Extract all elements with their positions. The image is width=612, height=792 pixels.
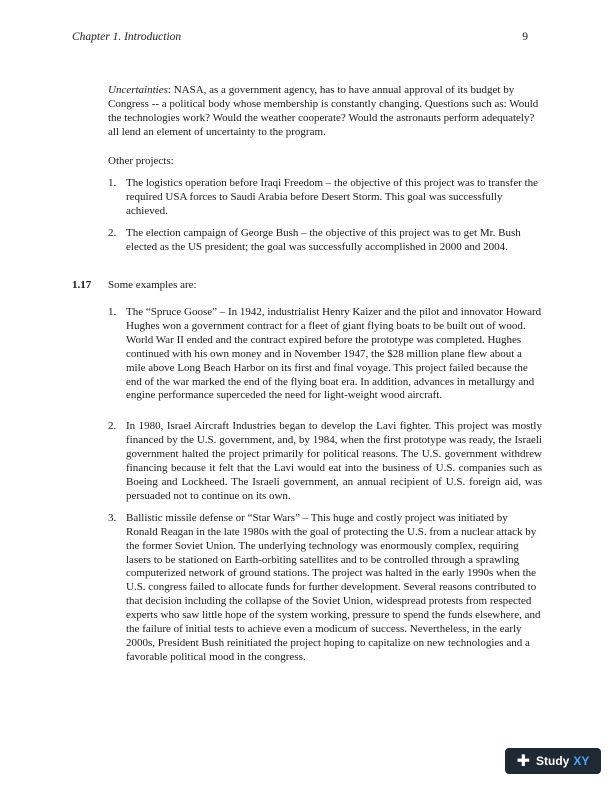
examples-list <box>108 306 542 665</box>
other-projects-label: Other projects: <box>108 155 174 167</box>
brand-accent: XY <box>573 754 590 768</box>
item-text: In 1980, Israel Aircraft Industries began to develop the Lavi fighter. This project was mostly financed by the U.S. government, and, by 1984, when the first prototype was ready, the Israeli government halted the project primarily for political reasons. The U.S. government withdrew financing because it felt that the Lavi would eat into the business of U.S. companies such as Boeing and Lockheed. The Israeli government, an annual recipient of U.S. foreign aid, was persuaded not to continue on its own. <box>126 420 542 502</box>
uncertainties-term: Uncertainties <box>108 84 168 96</box>
item-text: The election campaign of George Bush – the objective of this project was to get Mr. Bush elected as the US president; the goal was successfully accomplished in 2000 and 2004. <box>126 226 521 253</box>
studyxy-logo[interactable] <box>505 748 601 774</box>
uncertainties-text: : NASA, as a government agency, has to have annual approval of its budget by Congress -- a political body whose membership is constantly changing. Questions such as: Would the technologies work? Would the weather cooperate? Would the astronauts perform adequately? all lend an element of uncertainty to the program. <box>108 84 539 138</box>
item-text: The “Spruce Goose” – In 1942, industrialist Henry Kaizer and the pilot and innovator Howard Hughes won a government contract for a fleet of giant flying boats to be built out of wood. World War II ended and the contract expired before the prototype was completed. Hughes continued with his own money and in November 1947, the $28 million plane flew about a mile above Long Beach Harbor on its first and final voyage. This project failed because the end of the war marked the end of the flying boat era. In addition, advances in metallurgy and engine performance superceded the need for light-weight wood aircraft. <box>126 306 542 402</box>
uncertainties-paragraph <box>108 84 540 140</box>
section-number: 1.17 <box>72 279 92 291</box>
plus-icon: ✚ <box>516 753 531 770</box>
item-text: The logistics operation before Iraqi Freedom – the objective of this project was to transfer the required USA forces to Saudi Arabia before Desert Storm. This goal was successfully achieved. <box>126 177 539 217</box>
item-text: Ballistic missile defense or “Star Wars” – This huge and costly project was initiated by Ronald Reagan in the late 1980s with the goal of protecting the U.S. from a nuclear attack by the former Soviet Union. The underlying technology was enormously complex, requiring lasers to be stationed on Earth-orbiting satellites and to be controlled through a sprawling computerized network of ground stations. The project was halted in the early 1990s when the U.S. congress failed to allocate funds for further development. Several reasons contributed to that decision including the collapse of the Soviet Union, widespread protests from respected experts who saw little hope of the system working, pressure to spend the funds elsewhere, and the failure of initial tests to achieve even a modicum of success. Nevertheless, in the early 2000s, President Bush reinitiated the project hoping to capitalize on new technologies and a favorable political mood in the congress. <box>126 511 541 663</box>
item-number: 1. <box>108 177 117 189</box>
page-header <box>72 31 540 49</box>
list-item <box>108 227 542 255</box>
list-item <box>108 306 542 403</box>
section-intro: Some examples are: <box>108 279 197 291</box>
list-item <box>108 420 542 503</box>
other-projects-list <box>108 177 542 263</box>
chapter-title: Chapter 1. Introduction <box>72 31 182 43</box>
list-item <box>108 177 542 219</box>
page-number: 9 <box>522 31 528 43</box>
item-number: 1. <box>108 306 117 318</box>
item-number: 2. <box>108 226 117 239</box>
item-number: 3. <box>108 511 117 524</box>
item-number: 2. <box>108 420 117 433</box>
list-item <box>108 512 542 665</box>
brand-main: Study <box>536 754 570 768</box>
